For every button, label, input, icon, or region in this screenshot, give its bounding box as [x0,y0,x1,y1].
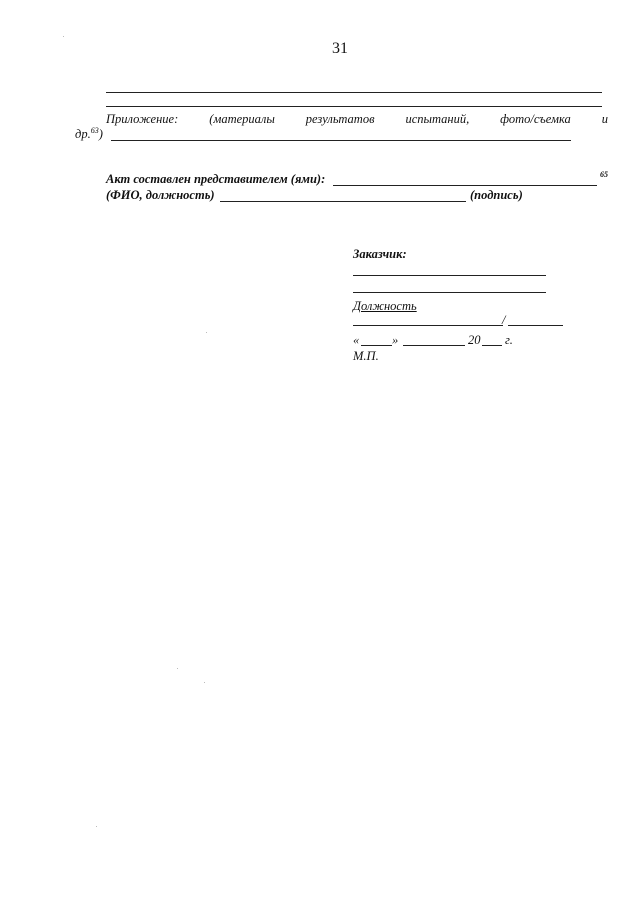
appendix-footnote: 63 [90,125,99,135]
scan-speck [206,332,207,333]
appendix-word-5: фото/съемка [500,112,571,126]
appendix-continuation [75,127,103,142]
date-day-rule [361,345,392,346]
customer-rule-1 [353,275,546,276]
appendix-continuation-text: др. [75,127,91,141]
fio-rule [220,201,466,202]
fio-row [106,188,215,203]
scan-speck [177,668,178,669]
fio-label: (ФИО, должность) [106,188,215,202]
date-year-prefix: 20 [468,333,481,347]
customer-title: Заказчик: [353,247,407,261]
act-label: Акт составлен представителем (ями): [106,172,326,186]
appendix-close-paren: ) [98,127,103,141]
act-footnote: 65 [600,170,608,179]
scan-speck [96,826,97,827]
appendix-row [106,112,608,127]
appendix-word-6: и [601,112,608,126]
customer-rule-2 [353,292,546,293]
date-year-suffix: г. [505,333,513,347]
scan-speck [204,682,205,683]
act-rule [333,185,597,186]
stamp-label: М.П. [353,349,379,363]
appendix-rule [111,140,571,141]
date-month-rule [403,345,465,346]
position-signature-rule [353,325,503,326]
date-year-rule [482,345,502,346]
date-open-quote: « [353,333,360,347]
scan-speck [63,36,64,37]
appendix-word-3: результатов [305,112,375,126]
signature-label: (подпись) [470,188,523,202]
blank-rule-1 [106,92,602,93]
appendix-word-2: (материалы [209,112,275,126]
position-label: Должность [353,299,417,313]
position-name-rule [508,325,563,326]
page-number: 31 [332,40,348,57]
appendix-word-4: испытаний, [405,112,470,126]
act-row [106,172,325,187]
date-close-quote: » [392,333,399,347]
blank-rule-2 [106,106,602,107]
appendix-word-1: Приложение: [106,112,179,126]
position-slash: / [502,313,506,327]
